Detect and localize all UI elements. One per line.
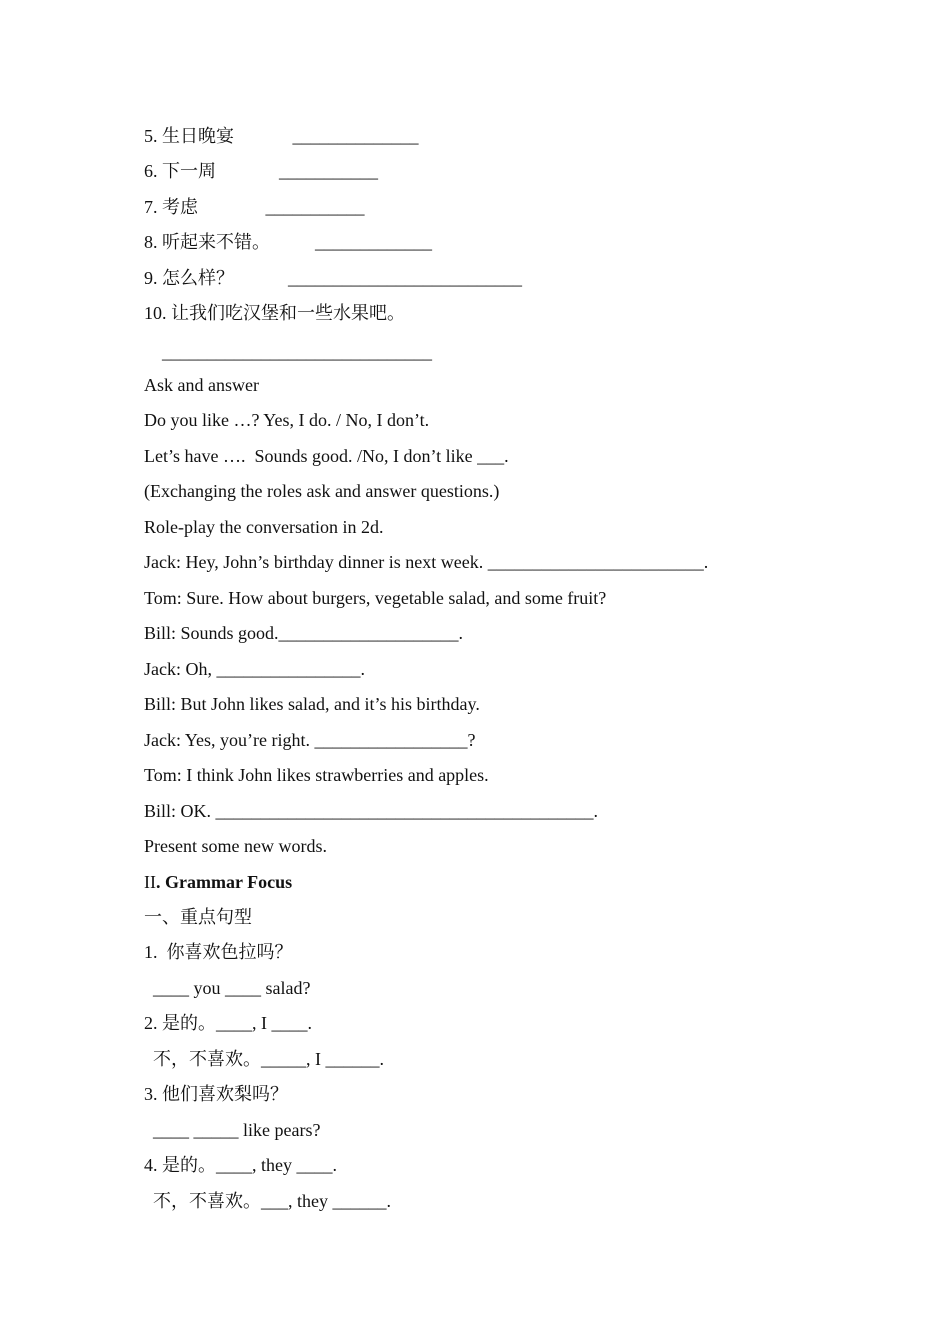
grammar-item-4-yes: 4. 是的。____, they ____. [144,1155,337,1175]
grammar-item-1-blank: ____ you ____ salad? [144,978,311,998]
vocab-item-10: 10. 让我们吃汉堡和一些水果吧。 [144,303,405,323]
vocab-item-9: 9. 怎么样？ __________________________ [144,268,522,288]
dialogue-line-2: Tom: Sure. How about burgers, vegetable salad, and some fruit? [144,588,607,608]
grammar-item-2-yes: 2. 是的。____, I ____. [144,1013,312,1033]
vocab-item-6: 6. 下一周 ___________ [144,161,378,181]
vocab-item-5: 5. 生日晚宴 ______________ [144,126,419,146]
drill-line-2: Let’s have …. Sounds good. /No, I don’t like ___. [144,446,509,466]
dialogue-line-4: Jack: Oh, ________________. [144,659,365,679]
dialogue-line-3: Bill: Sounds good.____________________. [144,623,464,643]
ask-and-answer-heading: Ask and answer [144,375,259,395]
vocab-item-10-blank: ______________________________ [144,342,432,362]
section-numeral: II [144,872,156,892]
section-heading [144,871,292,893]
dialogue-line-1: Jack: Hey, John’s birthday dinner is next week. ________________________. [144,552,709,572]
key-sentences-heading: 一、重点句型 [144,907,252,927]
section-title: . Grammar Focus [156,872,293,892]
vocab-item-7: 7. 考虑 ___________ [144,197,365,217]
grammar-item-2-no: 不，不喜欢。_____, I ______. [144,1049,384,1069]
grammar-item-1-prompt: 1. 你喜欢色拉吗？ [144,942,293,962]
role-play-heading: Role-play the conversation in 2d. [144,517,384,537]
vocab-item-8: 8. 听起来不错。 _____________ [144,232,432,252]
dialogue-line-6: Jack: Yes, you’re right. _________________? [144,730,476,750]
drill-line-1: Do you like …? Yes, I do. / No, I don’t. [144,410,430,430]
grammar-item-4-no: 不，不喜欢。___, they ______. [144,1191,391,1211]
dialogue-line-5: Bill: But John likes salad, and it’s his birthday. [144,694,480,714]
present-words-line: Present some new words. [144,836,327,856]
drill-instruction: (Exchanging the roles ask and answer questions.) [144,481,500,501]
dialogue-line-7: Tom: I think John likes strawberries and apples. [144,765,489,785]
grammar-item-3-blank: ____ _____ like pears? [144,1120,321,1140]
grammar-item-3-prompt: 3. 他们喜欢梨吗？ [144,1084,288,1104]
dialogue-line-8: Bill: OK. __________________________________________. [144,801,599,821]
